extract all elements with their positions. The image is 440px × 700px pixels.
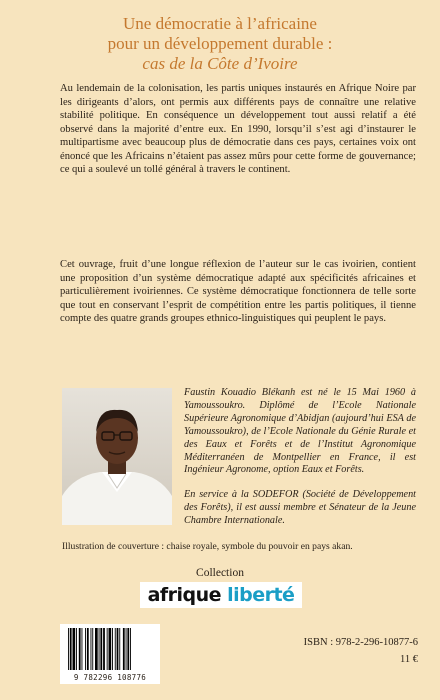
barcode-bar	[109, 628, 112, 670]
barcode-bar	[119, 628, 120, 670]
barcode-bar	[112, 628, 113, 670]
collection-label: Collection	[196, 567, 244, 579]
barcode-bar	[87, 628, 89, 670]
collection-logo	[140, 582, 302, 608]
barcode-bar	[103, 628, 105, 670]
barcode-bar	[91, 628, 92, 670]
title-line-2: pour un développement durable :	[107, 34, 333, 53]
barcode-bar	[126, 628, 127, 670]
barcode-bar	[82, 628, 83, 670]
price: 11 €	[400, 654, 418, 665]
barcode-bar	[117, 628, 119, 670]
author-photo	[62, 388, 172, 525]
author-biography-continued: En service à la SODEFOR (Société de Développement des Forêts), il est aussi membre et Sénateur de la Jeune Chambre Internationale.	[184, 489, 416, 526]
barcode-bar	[70, 628, 72, 670]
summary-paragraph-2: Cet ouvrage, fruit d’une longue réflexion de l’auteur sur le cas ivoirien, contient une proposition d’un système démocratique adapté aux spécificités africaines et particulièrement ivoiriennes. Ce système démocratique fonctionnera de telle sorte que tout en conservant l’esprit de compétition entre les partis politiques, il tienne compte des quatre grands groupes ethnico-linguistiques qui peuplent le pays.	[60, 259, 416, 324]
summary-paragraph-1: Au lendemain de la colonisation, les partis uniques instaurés en Afrique Noire par les dirigeants d’alors, ont permis aux différents pays de connaître une relative stabilité politique. En conséquence un développement tout aussi relatif a été observé dans la majorité d’entre eux. En 1990, lorsqu’il s’est agi d’instaurer le multipartisme avec beaucoup plus de démocratie dans ces pays, certaines voix ont énoncé que les Africains n’étaient pas assez mûrs pour cette forme de gouvernance; ce qui a soulevé un tollé général à travers le continent.	[60, 83, 416, 175]
barcode-bar	[76, 628, 77, 670]
author-portrait-illustration	[62, 388, 172, 525]
barcode-bar	[95, 628, 98, 670]
barcode-bar	[73, 628, 76, 670]
barcode-digits: 9 782296 108776	[73, 673, 147, 682]
isbn-barcode	[60, 624, 160, 684]
cover-illustration-credit: Illustration de couverture : chaise royale, symbole du pouvoir en pays akan.	[62, 541, 353, 552]
barcode-bar	[100, 628, 102, 670]
barcode-bar	[127, 628, 129, 670]
barcode-bar	[107, 628, 108, 670]
barcode-bar	[85, 628, 86, 670]
barcode-bar	[123, 628, 125, 670]
barcode-bar	[115, 628, 116, 670]
title-line-1: Une démocratie à l’africaine	[123, 14, 317, 33]
barcode-bar	[92, 628, 93, 670]
title-line-3: cas de la Côte d’Ivoire	[142, 54, 298, 73]
barcode-bar	[79, 628, 81, 670]
logo-word-afrique: afrique	[147, 584, 222, 606]
logo-word-liberte: liberté	[227, 584, 295, 606]
isbn-number: ISBN : 978-2-296-10877-6	[303, 637, 418, 648]
book-title	[20, 14, 420, 74]
author-biography: Faustin Kouadio Blékanh est né le 15 Mai 1960 à Yamoussoukro. Diplômé de l’Ecole Nationale Supérieure Agronomique d’Abidjan (aujourd’hui ESA de Yamoussoukro), de l’Ecole Nationale du Génie Rurale et des Eaux et Forêts et de l’Institut Agronomique Méditerranéen de Montpellier en France, il est Ingénieur Agronome, option Eaux et Forêts.	[184, 387, 416, 476]
barcode-bar	[130, 628, 131, 670]
barcode-bars	[60, 624, 160, 672]
barcode-bar	[68, 628, 69, 670]
barcode-bar	[99, 628, 100, 670]
